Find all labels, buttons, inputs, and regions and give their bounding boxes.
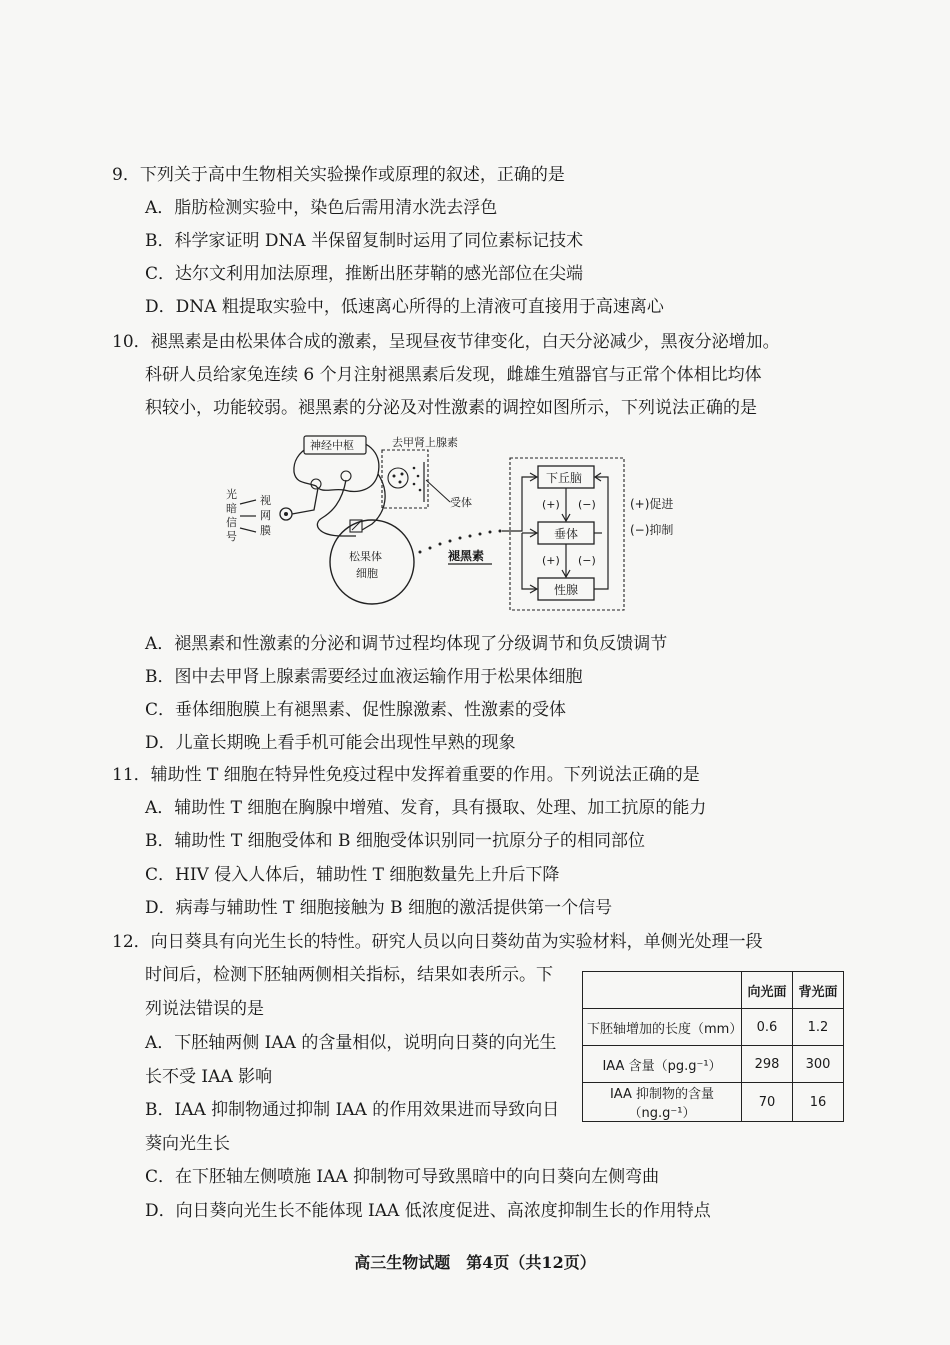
light-signal-char: 光 — [226, 488, 237, 501]
light-signal-char: 号 — [226, 530, 237, 543]
norepinephrine-label: 去甲肾上腺素 — [392, 436, 458, 449]
promote-sign: (+) — [542, 554, 560, 567]
light-arrows — [240, 500, 256, 532]
q12-option-b-line2: 葵向光生长 — [145, 1134, 230, 1154]
q12-option-c: C．在下胚轴左侧喷施 IAA 抑制物可导致黑暗中的向日葵向左侧弯曲 — [145, 1167, 660, 1187]
q9-option-a: A．脂肪检测实验中，染色后需用清水洗去浮色 — [145, 198, 498, 218]
table-header-cell — [583, 972, 742, 1009]
table-header-cell: 向光面 — [742, 972, 793, 1009]
table-cell: IAA 含量（pg.g⁻¹） — [583, 1046, 742, 1083]
table-header-row — [583, 972, 844, 1009]
receptor-label: 受体 — [450, 496, 472, 509]
q12-option-a-line2: 长不受 IAA 影响 — [145, 1067, 273, 1087]
q9-option-d: D．DNA 粗提取实验中，低速离心所得的上清液可直接用于高速离心 — [145, 297, 664, 317]
retina-char: 网 — [260, 509, 271, 522]
q12-stem-line3: 列说法错误的是 — [145, 999, 264, 1019]
table-cell: 0.6 — [742, 1009, 793, 1046]
light-signal-label — [226, 487, 237, 543]
page-footer: 高三生物试题 第4页（共12页） — [354, 1253, 596, 1272]
table-cell: 298 — [742, 1046, 793, 1083]
q12-option-d: D．向日葵向光生长不能体现 IAA 低浓度促进、高浓度抑制生长的作用特点 — [145, 1201, 711, 1221]
results-table — [582, 971, 844, 1122]
pineal-cell-label: 细胞 — [356, 567, 378, 580]
q9-stem: 9．下列关于高中生物相关实验操作或原理的叙述，正确的是 — [112, 165, 565, 185]
q10-stem-line3: 积较小，功能较弱。褪黑素的分泌及对性激素的调控如图所示，下列说法正确的是 — [145, 398, 757, 418]
q11-option-b: B．辅助性 T 细胞受体和 B 细胞受体识别同一抗原分子的相同部位 — [145, 831, 645, 851]
q10-stem-line1: 10．褪黑素是由松果体合成的激素，呈现昼夜节律变化，白天分泌减少，黑夜分泌增加。 — [112, 332, 780, 352]
melatonin-label: 褪黑素 — [448, 549, 485, 563]
table-cell: 70 — [742, 1083, 793, 1122]
legend-inhibit: (−)抑制 — [630, 523, 674, 537]
table-cell: IAA 抑制物的含量（ng.g⁻¹） — [583, 1083, 742, 1122]
q11-option-d: D．病毒与辅助性 T 细胞接触为 B 细胞的激活提供第一个信号 — [145, 898, 613, 918]
q12-stem-line2: 时间后，检测下胚轴两侧相关指标，结果如表所示。下 — [145, 965, 553, 985]
diagram-svg — [222, 432, 722, 612]
q12-stem-line1: 12．向日葵具有向光生长的特性。研究人员以向日葵幼苗为实验材料，单侧光处理一段 — [112, 932, 763, 952]
inhibit-sign: (−) — [578, 498, 596, 511]
retina-char: 膜 — [260, 524, 271, 537]
gonad-label: 性腺 — [554, 583, 579, 597]
pituitary-label: 垂体 — [554, 527, 579, 541]
q11-stem: 11．辅助性 T 细胞在特异性免疫过程中发挥着重要的作用。下列说法正确的是 — [112, 765, 700, 785]
melatonin-regulation-diagram — [222, 432, 722, 612]
promote-sign: (+) — [542, 498, 560, 511]
q11-option-c: C．HIV 侵入人体后，辅助性 T 细胞数量先上升后下降 — [145, 865, 560, 885]
table-row — [583, 1083, 844, 1122]
q10-stem-line2: 科研人员给家兔连续 6 个月注射褪黑素后发现，雌雄生殖器官与正常个体相比均体 — [145, 365, 762, 385]
table-cell: 下胚轴增加的长度（mm） — [583, 1009, 742, 1046]
q11-option-a: A．辅助性 T 细胞在胸腺中增殖、发育，具有摄取、处理、加工抗原的能力 — [145, 798, 707, 818]
q10-option-b: B．图中去甲肾上腺素需要经过血液运输作用于松果体细胞 — [145, 667, 583, 687]
nerve-center-label: 神经中枢 — [310, 439, 354, 452]
q9-option-b: B．科学家证明 DNA 半保留复制时运用了同位素标记技术 — [145, 231, 584, 251]
table-row — [583, 1046, 844, 1083]
table-cell: 300 — [793, 1046, 844, 1083]
table-header-cell: 背光面 — [793, 972, 844, 1009]
q10-option-c: C．垂体细胞膜上有褪黑素、促性腺激素、性激素的受体 — [145, 700, 567, 720]
q10-option-d: D．儿童长期晚上看手机可能会出现性早熟的现象 — [145, 733, 516, 753]
light-signal-char: 暗 — [226, 502, 237, 515]
table-cell: 1.2 — [793, 1009, 844, 1046]
hypothalamus-label: 下丘脑 — [546, 471, 583, 485]
table-cell: 16 — [793, 1083, 844, 1122]
q12-option-a-line1: A．下胚轴两侧 IAA 的含量相似，说明向日葵的向光生 — [145, 1033, 557, 1053]
table-row — [583, 1009, 844, 1046]
retina-char: 视 — [260, 494, 271, 507]
inhibit-sign: (−) — [578, 554, 596, 567]
retina-label — [260, 494, 271, 537]
q10-option-a: A．褪黑素和性激素的分泌和调节过程均体现了分级调节和负反馈调节 — [145, 634, 668, 654]
q12-option-b-line1: B．IAA 抑制物通过抑制 IAA 的作用效果进而导致向日 — [145, 1100, 560, 1120]
light-signal-char: 信 — [226, 516, 237, 529]
q9-option-c: C．达尔文利用加法原理，推断出胚芽鞘的感光部位在尖端 — [145, 264, 584, 284]
legend-promote: (+)促进 — [630, 497, 674, 511]
pineal-cell-label: 松果体 — [349, 550, 382, 563]
